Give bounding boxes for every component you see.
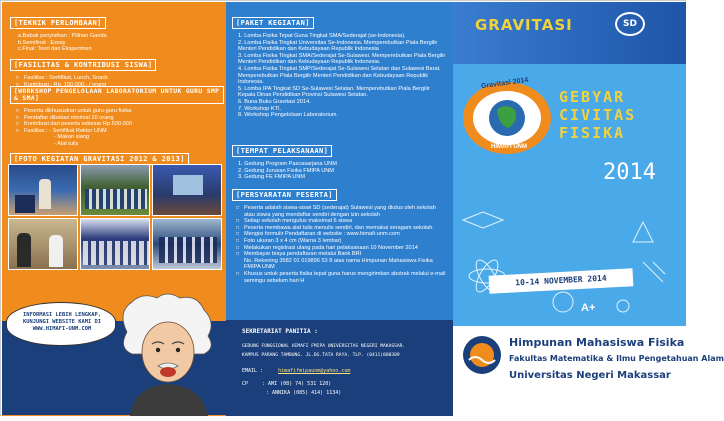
- paket-item: 4. Lomba Fisika Tingkat SMP/Sederajat Se-Sulawesi Selatan dan Sulawesi Barat. Memperebutkan Piala Bergilir Menteri Pendidikan dan Kebudayaan Republik Indonesia.: [238, 65, 441, 86]
- cp-row: [242, 380, 341, 398]
- syarat-section: [232, 184, 448, 284]
- left-panel: [2, 2, 226, 416]
- org-line-1: Himpunan Mahasiswa Fisika: [509, 336, 685, 349]
- cp-item: : AMI (08) 74) 531 120): [262, 381, 332, 387]
- workshop-item: □ Fasilitas : - Sertifikat Rektor UNM: [16, 127, 107, 134]
- himafi-logo: [461, 334, 503, 376]
- event-photo: [80, 164, 150, 216]
- aplus-mark: A+: [581, 302, 596, 314]
- scientist-illustration: [112, 292, 222, 416]
- fasilitas-item: □ Fasilitas : Sertifikat, Lunch, Snack: [16, 75, 108, 81]
- sekretariat-title: SEKRETARIAT PANITIA :: [242, 328, 318, 335]
- syarat-item: □ Setiap sekolah mengutus maksimal 6 siswa: [236, 218, 353, 225]
- syarat-item: □ Peserta adalah siswa-siswi SD (sederajat) Sulawesi yang diutus oleh sekolah atau siswa yang mendaftar sendiri dengan izin sekolah: [236, 205, 436, 218]
- event-photo: [8, 218, 78, 270]
- syarat-item: □ Membayar biaya pendaftaran melalui Bank BRI: [236, 251, 362, 258]
- syarat-item: □ Foto ukuran 3 x 4 cm (Warna 3 lembar): [236, 237, 342, 244]
- fasilitas-section: [10, 54, 220, 88]
- org-line-3: Universitas Negeri Makassar: [509, 370, 671, 381]
- teknik-item: c.Final: Teori dan Eksperimen: [18, 46, 92, 53]
- science-doodles: [453, 202, 686, 326]
- teknik-title: [TEKNIK PERLOMBAAN]: [10, 17, 106, 29]
- fasilitas-item: □ Kontribusi : Rp. 100.000,- / orang: [16, 81, 107, 88]
- teknik-item: b.Semifinal : Essay: [18, 39, 66, 46]
- paket-section: [232, 12, 448, 119]
- gravitasi-title: GRAVITASI: [475, 16, 573, 34]
- syarat-item: □ Peserta membawa alat tulis menulis sendiri, dan memakai seragam sekolah.: [236, 224, 434, 231]
- headline: [559, 88, 636, 142]
- logo-ring-bottom: HIMAFI UNM: [491, 144, 527, 150]
- syarat-title: [PERSYARATAN PESERTA]: [232, 189, 337, 201]
- paket-title: [PAKET KEGIATAN]: [232, 17, 314, 29]
- sekretariat-line: GEDUNG FUNGSIONAL HIMAFI FMIPA UNIVERSITAS NEGERI MAKASSAR.: [242, 344, 406, 349]
- cp-label: CP: [242, 381, 249, 387]
- workshop-item: □ Kontribusi dari peserta sebesar Rp.500.000: [16, 121, 132, 128]
- paket-item: 6. Buna Buku Gravitasi 2014.: [238, 98, 311, 105]
- workshop-item: - Alat tulis: [54, 140, 79, 147]
- logo-ring-top: Gravitasi 2014: [480, 76, 529, 91]
- bubble-line: WWW.HIMAFI-UNM.COM: [32, 326, 92, 332]
- workshop-item: □ Peserta dikhususkan untuk guru-guru fisika: [16, 108, 132, 114]
- paket-item: 7. Workshop KTI.: [238, 105, 282, 112]
- paket-item: 5. Lomba IPA Tingkat SD Se-Sulawesi Selatan. Memperebutkan Piala Bergilir Kepala Dinas Pendidikan Provinsi Sulawesi Selatan.: [238, 85, 430, 99]
- headline-civitas: CIVITAS: [559, 106, 637, 124]
- foto-title: [FOTO KEGIATAN GRAVITASI 2012 & 2013]: [10, 153, 189, 165]
- event-photo: [152, 218, 222, 270]
- sekretariat-box: [226, 320, 453, 416]
- workshop-section: [10, 86, 224, 148]
- syarat-item: No. Rekening 3582 01 019896 53 8 atas nama Himpunan Mahasiswa Fisika FMIPA UNM: [244, 257, 433, 271]
- tempat-item: 3. Gedung FE FMIPA UNM: [238, 174, 306, 181]
- cover-footer: [453, 326, 724, 416]
- syarat-item: □ Mengisi formulir Pendaftaran di website : www.himafi-unm.com: [236, 231, 400, 238]
- paket-item: 2. Lomba Fisika Tingkat Universitas Se-Indonesia. Memperebutkan Piala Bergilir Menteri Pendidikan dan Kebudayaan Republik Indonesia: [238, 39, 438, 53]
- tempat-title: [TEMPAT PELAKSANAAN]: [232, 145, 332, 157]
- syarat-item: □ Khusus untuk peserta fisika tepat guna harus mengirimkan abstrak melalui e-mail semingu sebelum hari H: [236, 270, 446, 284]
- bubble-line: INFORMASI LEBIH LENGKAP,: [23, 312, 101, 318]
- tempat-item: 1. Gedung Program Pascasarjana UNM: [238, 161, 337, 167]
- event-photo: [80, 218, 150, 270]
- teknik-item: a.Babak penyisihan : Pilihan Ganda: [18, 33, 107, 39]
- email-row: [242, 368, 350, 374]
- tempat-section: [232, 140, 448, 181]
- headline-fisika: FISIKA: [559, 124, 626, 142]
- sekretariat-line: KAMPUS PARANG TAMBUNG. JL.DG.TATA RAYA. TLP. (0411)880389: [242, 353, 400, 358]
- speech-bubble: [6, 302, 116, 346]
- teknik-section: [10, 12, 220, 53]
- bubble-line: KUNJUNGI WEBSITE KAMI DI: [23, 319, 101, 325]
- event-photo: [152, 164, 222, 216]
- email-link[interactable]: himafifmipaunm@yahoo.com: [278, 368, 351, 374]
- event-date: 10-14 NOVEMBER 2014: [515, 273, 607, 288]
- event-photo: [8, 164, 78, 216]
- workshop-title: [WORKSHOP PENGELOLAAN LABORATORIUM UNTUK GURU SMP & SMA]: [10, 86, 224, 104]
- headline-gebyar: GEBYAR: [559, 88, 626, 106]
- paket-item: 3. Lomba Fisika Tingkat SMA/Sederajat Se-Sulawesi. Memperebutkan Piala Bergilir Menteri Pendidikan dan Kebudayaan Republik Indonesia.: [238, 52, 446, 66]
- org-line-2: Fakultas Matematika & Ilmu Pengetahuan Alam: [509, 354, 724, 363]
- sd-badge: SD: [615, 12, 645, 36]
- syarat-item: □ Melakukan registrasi ulang pada hari pelaksanaan 10 November 2014: [236, 244, 418, 251]
- paket-item: 1. Lomba Fisika Tepat Guna Tingkat SMA/Sederajat (se-Indonesia).: [238, 33, 406, 39]
- workshop-item: □ Pendaftar dibatasi minimal 20 orang: [16, 114, 114, 121]
- fasilitas-title: [FASILITAS & KONTRIBUSI SISWA]: [10, 59, 156, 71]
- tempat-item: 2. Gedung Jurusan Fisika FMIPA UNM: [238, 167, 334, 174]
- cp-item: : ANNIKA (085) 414) 1134): [266, 390, 342, 396]
- paket-item: 8. Workshop Pengelolaan Laboratorium.: [238, 112, 339, 119]
- year: 2014: [603, 160, 656, 185]
- workshop-item: - Makan siang: [54, 134, 90, 141]
- email-label: EMAIL :: [242, 368, 264, 374]
- cover-top: [453, 2, 686, 64]
- gravitasi-logo: [457, 72, 557, 162]
- cover-panel: [453, 2, 724, 416]
- middle-panel: [226, 2, 453, 416]
